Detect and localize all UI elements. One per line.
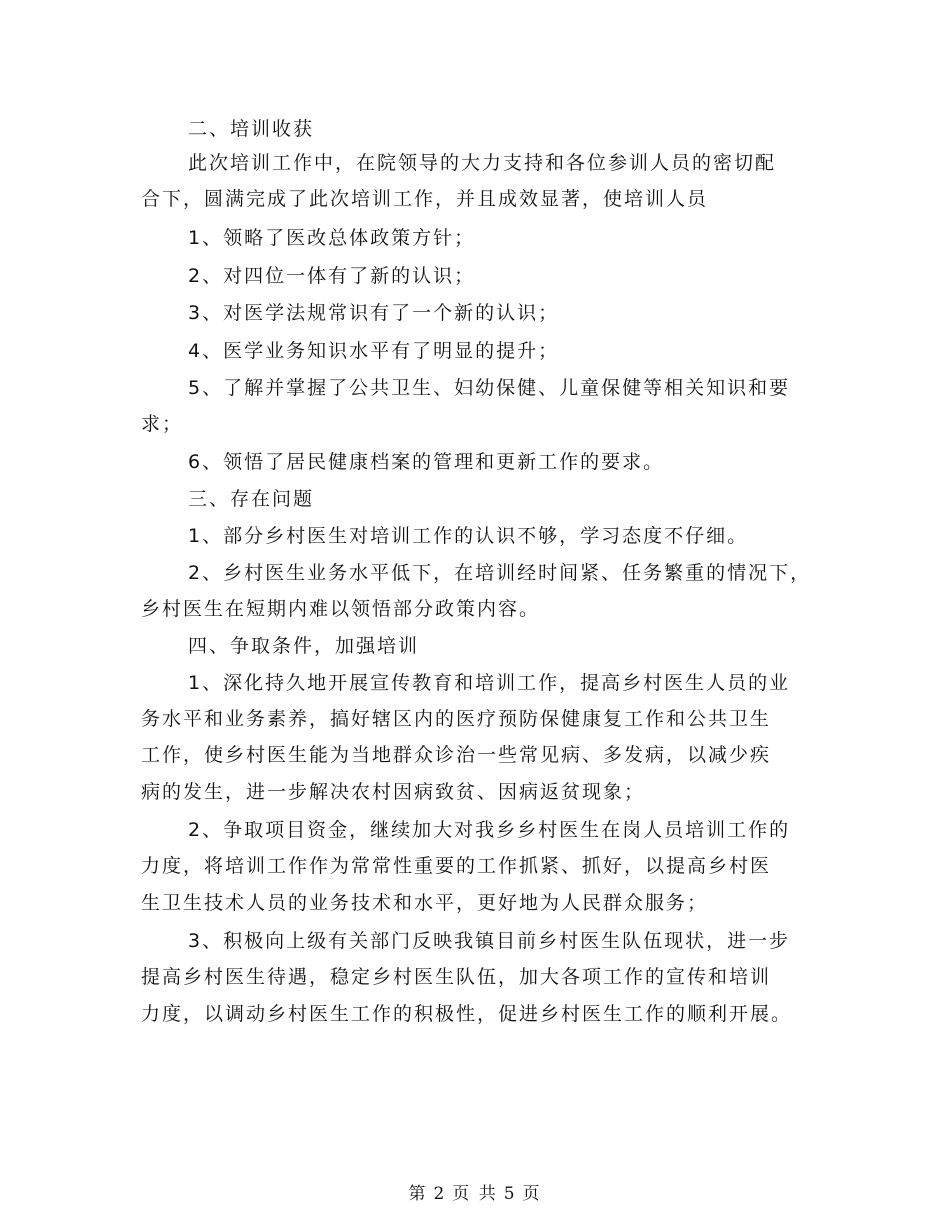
list-item: 3、对医学法规常识有了一个新的认识； bbox=[188, 302, 560, 324]
list-item-continuation: 工作，使乡村医生能为当地群众诊治一些常见病、多发病，以减少疾 bbox=[141, 744, 772, 766]
paragraph-line: 合下，圆满完成了此次培训工作，并且成效显著，使培训人员 bbox=[141, 188, 709, 210]
list-item-continuation: 生卫生技术人员的业务技术和水平，更好地为人民群众服务； bbox=[141, 892, 709, 914]
list-item: 3、积极向上级有关部门反映我镇目前乡村医生队伍现状，进一步 bbox=[188, 930, 791, 952]
paragraph-line: 此次培训工作中，在院领导的大力支持和各位参训人员的密切配 bbox=[188, 152, 777, 174]
list-item: 6、领悟了居民健康档案的管理和更新工作的要求。 bbox=[188, 451, 665, 473]
list-item: 1、深化持久地开展宣传教育和培训工作，提高乡村医生人员的业 bbox=[188, 672, 791, 694]
list-item-continuation: 力度，以调动乡村医生工作的积极性，促进乡村医生工作的顺利开展。 bbox=[141, 1003, 793, 1025]
list-item: 1、部分乡村医生对培训工作的认识不够，学习态度不仔细。 bbox=[188, 525, 749, 547]
list-item: 4、医学业务知识水平有了明显的提升； bbox=[188, 340, 560, 362]
list-item-continuation: 乡村医生在短期内难以领悟部分政策内容。 bbox=[141, 598, 541, 620]
list-item: 2、争取项目资金，继续加大对我乡乡村医生在岗人员培训工作的 bbox=[188, 819, 791, 841]
section-heading: 二、培训收获 bbox=[188, 118, 315, 140]
list-item-continuation: 求； bbox=[141, 413, 184, 435]
footer-prefix: 第 bbox=[408, 1184, 428, 1204]
section-heading: 四、争取条件，加强培训 bbox=[188, 635, 420, 657]
footer-page-total: 5 bbox=[503, 1184, 517, 1204]
list-item-continuation: 提高乡村医生待遇，稳定乡村医生队伍，加大各项工作的宣传和培训 bbox=[141, 966, 772, 988]
list-item: 5、了解并掌握了公共卫生、妇幼保健、儿童保健等相关知识和要 bbox=[188, 377, 791, 399]
footer-page-number: 2 bbox=[433, 1184, 447, 1204]
footer-suffix: 页 bbox=[522, 1184, 542, 1204]
footer-middle: 页 共 bbox=[452, 1184, 498, 1204]
list-item: 2、对四位一体有了新的认识； bbox=[188, 265, 476, 287]
section-heading: 三、存在问题 bbox=[188, 488, 315, 510]
list-item: 2、乡村医生业务水平低下，在培训经时间紧、任务繁重的情况下， bbox=[188, 562, 812, 584]
list-item: 1、领略了医改总体政策方针； bbox=[188, 227, 476, 249]
list-item-continuation: 病的发生，进一步解决农村因病致贫、因病返贫现象； bbox=[141, 781, 646, 803]
page-footer bbox=[0, 1183, 950, 1205]
list-item-continuation: 力度，将培训工作作为常常性重要的工作抓紧、抓好，以提高乡村医 bbox=[141, 855, 772, 877]
list-item-continuation: 务水平和业务素养，搞好辖区内的医疗预防保健康复工作和公共卫生 bbox=[141, 708, 772, 730]
